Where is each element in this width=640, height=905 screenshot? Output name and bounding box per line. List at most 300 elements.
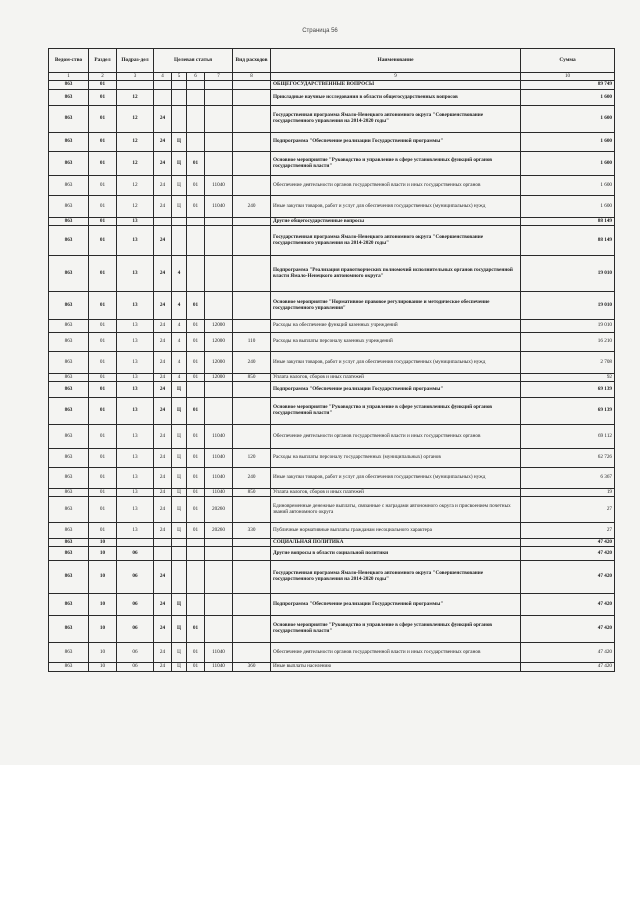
name-cell: Основное мероприятие "Руководство и управление в сфере установленных функций органов государственной власти" xyxy=(271,616,521,643)
sum-cell: 1 600 xyxy=(521,90,615,106)
sum-cell: 16 210 xyxy=(521,333,615,352)
event-code-cell: 01 xyxy=(187,320,205,333)
vedomstvo-cell: 863 xyxy=(49,218,89,226)
razdel-cell: 01 xyxy=(89,449,117,468)
podrazdel-cell: 13 xyxy=(117,256,154,292)
event-code-cell: 01 xyxy=(187,616,205,643)
event-code-cell xyxy=(187,218,205,226)
event-code-cell xyxy=(187,594,205,616)
event-code-cell xyxy=(187,547,205,561)
expense-type-cell xyxy=(233,106,271,133)
sum-cell: 62 726 xyxy=(521,449,615,468)
column-number: 2 xyxy=(89,73,117,81)
program-code-cell: 24 xyxy=(154,292,172,320)
vedomstvo-cell: 863 xyxy=(49,133,89,152)
razdel-cell: 01 xyxy=(89,81,117,90)
podrazdel-cell: 12 xyxy=(117,106,154,133)
podrazdel-cell: 06 xyxy=(117,561,154,594)
subprogram-code-cell: Ц xyxy=(172,663,187,672)
table-row xyxy=(49,497,615,523)
direction-code-cell xyxy=(205,133,233,152)
name-cell: Подпрограмма "Реализация правотворческих полномочий исполнительных органов государственной власти Ямало-Ненецкого автономного округа" xyxy=(271,256,521,292)
direction-code-cell xyxy=(205,594,233,616)
header-vid-rashodov: Вид расходов xyxy=(233,49,271,73)
program-code-cell xyxy=(154,547,172,561)
program-code-cell: 24 xyxy=(154,176,172,196)
razdel-cell: 10 xyxy=(89,539,117,547)
name-cell: Уплата налогов, сборов и иных платежей xyxy=(271,374,521,382)
program-code-cell: 24 xyxy=(154,106,172,133)
razdel-cell: 01 xyxy=(89,106,117,133)
table-row xyxy=(49,547,615,561)
name-cell: Подпрограмма "Обеспечение реализации Государственной программы" xyxy=(271,382,521,398)
program-code-cell: 24 xyxy=(154,449,172,468)
podrazdel-cell: 13 xyxy=(117,425,154,449)
sum-cell: 88 149 xyxy=(521,218,615,226)
program-code-cell xyxy=(154,218,172,226)
direction-code-cell: 11040 xyxy=(205,663,233,672)
direction-code-cell: 11040 xyxy=(205,468,233,489)
podrazdel-cell: 13 xyxy=(117,468,154,489)
column-number: 6 xyxy=(187,73,205,81)
subprogram-code-cell: 4 xyxy=(172,374,187,382)
expense-type-cell xyxy=(233,547,271,561)
subprogram-code-cell: 4 xyxy=(172,320,187,333)
program-code-cell: 24 xyxy=(154,523,172,539)
column-number: 10 xyxy=(521,73,615,81)
event-code-cell: 01 xyxy=(187,352,205,374)
sum-cell: 69 139 xyxy=(521,398,615,425)
header-vedomstvo: Ведом-ство xyxy=(49,49,89,73)
direction-code-cell xyxy=(205,256,233,292)
subprogram-code-cell xyxy=(172,547,187,561)
direction-code-cell xyxy=(205,616,233,643)
event-code-cell: 01 xyxy=(187,176,205,196)
table-row xyxy=(49,594,615,616)
podrazdel-cell: 06 xyxy=(117,643,154,663)
program-code-cell: 24 xyxy=(154,382,172,398)
direction-code-cell: 11040 xyxy=(205,643,233,663)
name-cell: Государственная программа Ямало-Ненецкого автономного округа "Совершенствование государственного управления на 2014-2020 годы" xyxy=(271,226,521,256)
subprogram-code-cell: Ц xyxy=(172,133,187,152)
razdel-cell: 10 xyxy=(89,547,117,561)
program-code-cell: 24 xyxy=(154,226,172,256)
sum-cell: 2 708 xyxy=(521,352,615,374)
column-number: 4 xyxy=(154,73,172,81)
expense-type-cell xyxy=(233,292,271,320)
vedomstvo-cell: 863 xyxy=(49,106,89,133)
name-cell: ОБЩЕГОСУДАРСТВЕННЫЕ ВОПРОСЫ xyxy=(271,81,521,90)
sum-cell: 6 367 xyxy=(521,468,615,489)
header-naimenovanie: Наименование xyxy=(271,49,521,73)
direction-code-cell xyxy=(205,539,233,547)
table-row xyxy=(49,320,615,333)
subprogram-code-cell: Ц xyxy=(172,497,187,523)
subprogram-code-cell: Ц xyxy=(172,489,187,497)
event-code-cell xyxy=(187,81,205,90)
vedomstvo-cell: 863 xyxy=(49,523,89,539)
subprogram-code-cell: 4 xyxy=(172,256,187,292)
expense-type-cell xyxy=(233,256,271,292)
podrazdel-cell: 13 xyxy=(117,497,154,523)
table-row xyxy=(49,352,615,374)
header-celevaya-statya: Целевая статья xyxy=(154,49,233,73)
razdel-cell: 01 xyxy=(89,218,117,226)
program-code-cell: 24 xyxy=(154,320,172,333)
razdel-cell: 01 xyxy=(89,333,117,352)
podrazdel-cell: 12 xyxy=(117,196,154,218)
subprogram-code-cell xyxy=(172,561,187,594)
name-cell: Публичные нормативные выплаты гражданам несоциального характера xyxy=(271,523,521,539)
direction-code-cell xyxy=(205,382,233,398)
sum-cell: 69 139 xyxy=(521,382,615,398)
vedomstvo-cell: 863 xyxy=(49,539,89,547)
vedomstvo-cell: 863 xyxy=(49,320,89,333)
vedomstvo-cell: 863 xyxy=(49,226,89,256)
vedomstvo-cell: 863 xyxy=(49,152,89,176)
column-number: 8 xyxy=(233,73,271,81)
sum-cell: 19 010 xyxy=(521,292,615,320)
table-row xyxy=(49,106,615,133)
expense-type-cell xyxy=(233,561,271,594)
direction-code-cell: 11040 xyxy=(205,176,233,196)
program-code-cell: 24 xyxy=(154,152,172,176)
podrazdel-cell: 13 xyxy=(117,374,154,382)
program-code-cell xyxy=(154,90,172,106)
razdel-cell: 01 xyxy=(89,90,117,106)
subprogram-code-cell: Ц xyxy=(172,468,187,489)
podrazdel-cell: 06 xyxy=(117,547,154,561)
direction-code-cell xyxy=(205,547,233,561)
page-number: Страница 56 xyxy=(302,28,338,34)
program-code-cell: 24 xyxy=(154,468,172,489)
name-cell: Подпрограмма "Обеспечение реализации Государственной программы" xyxy=(271,594,521,616)
vedomstvo-cell: 863 xyxy=(49,256,89,292)
name-cell: Государственная программа Ямало-Ненецкого автономного округа "Совершенствование государственного управления на 2014-2020 годы" xyxy=(271,106,521,133)
name-cell: Другие общегосударственные вопросы xyxy=(271,218,521,226)
razdel-cell: 01 xyxy=(89,382,117,398)
subprogram-code-cell: Ц xyxy=(172,449,187,468)
direction-code-cell xyxy=(205,81,233,90)
name-cell: СОЦИАЛЬНАЯ ПОЛИТИКА xyxy=(271,539,521,547)
name-cell: Единовременные денежные выплаты, связанные с наградами автономного округа и присвоением почетных званий автономного округа xyxy=(271,497,521,523)
table-row xyxy=(49,539,615,547)
event-code-cell: 01 xyxy=(187,398,205,425)
header-razdel: Раздел xyxy=(89,49,117,73)
vedomstvo-cell: 863 xyxy=(49,176,89,196)
vedomstvo-cell: 863 xyxy=(49,292,89,320)
podrazdel-cell: 13 xyxy=(117,489,154,497)
sum-cell: 1 600 xyxy=(521,176,615,196)
razdel-cell: 10 xyxy=(89,663,117,672)
expense-type-cell xyxy=(233,81,271,90)
podrazdel-cell: 12 xyxy=(117,152,154,176)
event-code-cell xyxy=(187,106,205,133)
direction-code-cell: 12000 xyxy=(205,333,233,352)
subprogram-code-cell xyxy=(172,226,187,256)
table-row xyxy=(49,152,615,176)
column-number: 5 xyxy=(172,73,187,81)
table-row xyxy=(49,468,615,489)
name-cell: Уплата налогов, сборов и иных платежей xyxy=(271,489,521,497)
program-code-cell: 24 xyxy=(154,663,172,672)
name-cell: Обеспечение деятельности органов государственной власти и иных государственных органов xyxy=(271,643,521,663)
name-cell: Обеспечение деятельности органов государственной власти и иных государственных органов xyxy=(271,176,521,196)
razdel-cell: 01 xyxy=(89,468,117,489)
sum-cell: 47 420 xyxy=(521,594,615,616)
subprogram-code-cell xyxy=(172,539,187,547)
direction-code-cell: 12000 xyxy=(205,352,233,374)
table-row xyxy=(49,425,615,449)
event-code-cell: 01 xyxy=(187,449,205,468)
expense-type-cell: 240 xyxy=(233,352,271,374)
vedomstvo-cell: 863 xyxy=(49,468,89,489)
header-summa: Сумма xyxy=(521,49,615,73)
vedomstvo-cell: 863 xyxy=(49,398,89,425)
column-number: 7 xyxy=(205,73,233,81)
expense-type-cell xyxy=(233,497,271,523)
direction-code-cell: 11040 xyxy=(205,489,233,497)
razdel-cell: 01 xyxy=(89,374,117,382)
expense-type-cell xyxy=(233,152,271,176)
event-code-cell: 01 xyxy=(187,292,205,320)
table-row xyxy=(49,81,615,90)
razdel-cell: 01 xyxy=(89,226,117,256)
expense-type-cell: 360 xyxy=(233,663,271,672)
razdel-cell: 01 xyxy=(89,152,117,176)
expense-type-cell xyxy=(233,133,271,152)
subprogram-code-cell xyxy=(172,106,187,133)
budget-table xyxy=(48,48,615,672)
expense-type-cell xyxy=(233,90,271,106)
event-code-cell xyxy=(187,226,205,256)
razdel-cell: 10 xyxy=(89,616,117,643)
subprogram-code-cell: Ц xyxy=(172,425,187,449)
table-row xyxy=(49,226,615,256)
vedomstvo-cell: 863 xyxy=(49,374,89,382)
name-cell: Иные закупки товаров, работ и услуг для обеспечения государственных (муниципальных) нужд xyxy=(271,196,521,218)
subprogram-code-cell xyxy=(172,218,187,226)
expense-type-cell: 110 xyxy=(233,333,271,352)
podrazdel-cell xyxy=(117,539,154,547)
expense-type-cell xyxy=(233,539,271,547)
expense-type-cell: 330 xyxy=(233,523,271,539)
program-code-cell: 24 xyxy=(154,196,172,218)
header-podrazdel: Подраз-дел xyxy=(117,49,154,73)
subprogram-code-cell: Ц xyxy=(172,382,187,398)
vedomstvo-cell: 863 xyxy=(49,196,89,218)
table-row xyxy=(49,663,615,672)
subprogram-code-cell: 4 xyxy=(172,292,187,320)
expense-type-cell xyxy=(233,616,271,643)
vedomstvo-cell: 863 xyxy=(49,663,89,672)
expense-type-cell: 240 xyxy=(233,468,271,489)
sum-cell: 47 420 xyxy=(521,561,615,594)
event-code-cell: 01 xyxy=(187,196,205,218)
name-cell: Основное мероприятие "Нормативное правовое регулирование и методическое обеспечение государственного управления" xyxy=(271,292,521,320)
name-cell: Другие вопросы в области социальной политики xyxy=(271,547,521,561)
razdel-cell: 01 xyxy=(89,320,117,333)
program-code-cell: 24 xyxy=(154,333,172,352)
sum-cell: 1 600 xyxy=(521,106,615,133)
name-cell: Иные закупки товаров, работ и услуг для обеспечения государственных (муниципальных) нужд xyxy=(271,468,521,489)
sum-cell: 1 600 xyxy=(521,196,615,218)
name-cell: Расходы на выплаты персоналу казенных учреждений xyxy=(271,333,521,352)
razdel-cell: 01 xyxy=(89,256,117,292)
subprogram-code-cell: 4 xyxy=(172,333,187,352)
subprogram-code-cell: Ц xyxy=(172,196,187,218)
event-code-cell xyxy=(187,90,205,106)
subprogram-code-cell: Ц xyxy=(172,616,187,643)
razdel-cell: 01 xyxy=(89,196,117,218)
podrazdel-cell: 12 xyxy=(117,90,154,106)
column-number: 9 xyxy=(271,73,521,81)
direction-code-cell xyxy=(205,561,233,594)
vedomstvo-cell: 863 xyxy=(49,643,89,663)
vedomstvo-cell: 863 xyxy=(49,547,89,561)
expense-type-cell xyxy=(233,643,271,663)
direction-code-cell: 11040 xyxy=(205,449,233,468)
podrazdel-cell: 06 xyxy=(117,594,154,616)
direction-code-cell xyxy=(205,152,233,176)
sum-cell: 47 420 xyxy=(521,539,615,547)
vedomstvo-cell: 863 xyxy=(49,81,89,90)
event-code-cell xyxy=(187,561,205,594)
name-cell: Подпрограмма "Обеспечение реализации Государственной программы" xyxy=(271,133,521,152)
event-code-cell: 01 xyxy=(187,497,205,523)
expense-type-cell xyxy=(233,320,271,333)
expense-type-cell xyxy=(233,594,271,616)
name-cell: Иные выплаты населению xyxy=(271,663,521,672)
table-row xyxy=(49,256,615,292)
razdel-cell: 01 xyxy=(89,352,117,374)
vedomstvo-cell: 863 xyxy=(49,333,89,352)
table-row xyxy=(49,90,615,106)
name-cell: Расходы на обеспечение функций казенных учреждений xyxy=(271,320,521,333)
sum-cell: 92 xyxy=(521,374,615,382)
column-number-row xyxy=(49,73,615,81)
name-cell: Государственная программа Ямало-Ненецкого автономного округа "Совершенствование государственного управления на 2014-2020 годы" xyxy=(271,561,521,594)
vedomstvo-cell: 863 xyxy=(49,561,89,594)
program-code-cell: 24 xyxy=(154,398,172,425)
sum-cell: 47 420 xyxy=(521,643,615,663)
podrazdel-cell: 12 xyxy=(117,176,154,196)
table-row xyxy=(49,196,615,218)
razdel-cell: 01 xyxy=(89,523,117,539)
podrazdel-cell: 13 xyxy=(117,523,154,539)
expense-type-cell xyxy=(233,176,271,196)
expense-type-cell xyxy=(233,398,271,425)
table-row xyxy=(49,133,615,152)
direction-code-cell xyxy=(205,398,233,425)
sum-cell: 19 010 xyxy=(521,256,615,292)
name-cell: Основное мероприятие "Руководство и управление в сфере установленных функций органов государственной власти" xyxy=(271,398,521,425)
event-code-cell: 01 xyxy=(187,468,205,489)
event-code-cell: 01 xyxy=(187,643,205,663)
subprogram-code-cell xyxy=(172,81,187,90)
razdel-cell: 10 xyxy=(89,561,117,594)
table-row xyxy=(49,489,615,497)
event-code-cell: 01 xyxy=(187,374,205,382)
name-cell: Обеспечение деятельности органов государственной власти и иных государственных органов xyxy=(271,425,521,449)
subprogram-code-cell: Ц xyxy=(172,643,187,663)
vedomstvo-cell: 863 xyxy=(49,352,89,374)
program-code-cell: 24 xyxy=(154,489,172,497)
subprogram-code-cell: Ц xyxy=(172,523,187,539)
program-code-cell xyxy=(154,539,172,547)
sum-cell: 27 xyxy=(521,497,615,523)
direction-code-cell: 20260 xyxy=(205,523,233,539)
program-code-cell xyxy=(154,81,172,90)
razdel-cell: 01 xyxy=(89,497,117,523)
expense-type-cell xyxy=(233,425,271,449)
expense-type-cell: 850 xyxy=(233,489,271,497)
podrazdel-cell: 13 xyxy=(117,320,154,333)
column-number: 1 xyxy=(49,73,89,81)
event-code-cell xyxy=(187,539,205,547)
podrazdel-cell: 13 xyxy=(117,333,154,352)
direction-code-cell xyxy=(205,90,233,106)
direction-code-cell xyxy=(205,106,233,133)
sum-cell: 47 420 xyxy=(521,663,615,672)
table-row xyxy=(49,292,615,320)
expense-type-cell xyxy=(233,382,271,398)
vedomstvo-cell: 863 xyxy=(49,382,89,398)
table-row xyxy=(49,561,615,594)
direction-code-cell: 12000 xyxy=(205,320,233,333)
budget-table-body xyxy=(49,81,615,672)
event-code-cell: 01 xyxy=(187,425,205,449)
podrazdel-cell: 13 xyxy=(117,352,154,374)
subprogram-code-cell: Ц xyxy=(172,398,187,425)
program-code-cell: 24 xyxy=(154,561,172,594)
direction-code-cell: 12000 xyxy=(205,374,233,382)
expense-type-cell: 850 xyxy=(233,374,271,382)
vedomstvo-cell: 863 xyxy=(49,449,89,468)
subprogram-code-cell: Ц xyxy=(172,176,187,196)
razdel-cell: 01 xyxy=(89,292,117,320)
direction-code-cell: 11040 xyxy=(205,196,233,218)
table-row xyxy=(49,382,615,398)
sum-cell: 47 420 xyxy=(521,616,615,643)
program-code-cell: 24 xyxy=(154,374,172,382)
vedomstvo-cell: 863 xyxy=(49,616,89,643)
subprogram-code-cell: Ц xyxy=(172,152,187,176)
podrazdel-cell: 13 xyxy=(117,226,154,256)
sum-cell: 47 420 xyxy=(521,547,615,561)
name-cell: Основное мероприятие "Руководство и управление в сфере установленных функций органов государственной власти" xyxy=(271,152,521,176)
program-code-cell: 24 xyxy=(154,643,172,663)
podrazdel-cell: 13 xyxy=(117,292,154,320)
program-code-cell: 24 xyxy=(154,497,172,523)
razdel-cell: 01 xyxy=(89,176,117,196)
podrazdel-cell: 13 xyxy=(117,218,154,226)
program-code-cell: 24 xyxy=(154,256,172,292)
table-row xyxy=(49,449,615,468)
event-code-cell: 01 xyxy=(187,333,205,352)
name-cell: Расходы на выплаты персоналу государственных (муниципальных) органов xyxy=(271,449,521,468)
sum-cell: 1 600 xyxy=(521,152,615,176)
direction-code-cell xyxy=(205,226,233,256)
sum-cell: 27 xyxy=(521,523,615,539)
podrazdel-cell: 12 xyxy=(117,133,154,152)
table-row xyxy=(49,616,615,643)
vedomstvo-cell: 863 xyxy=(49,489,89,497)
direction-code-cell: 20260 xyxy=(205,497,233,523)
name-cell: Прикладные научные исследования в области общегосударственных вопросов xyxy=(271,90,521,106)
razdel-cell: 01 xyxy=(89,489,117,497)
direction-code-cell: 11040 xyxy=(205,425,233,449)
